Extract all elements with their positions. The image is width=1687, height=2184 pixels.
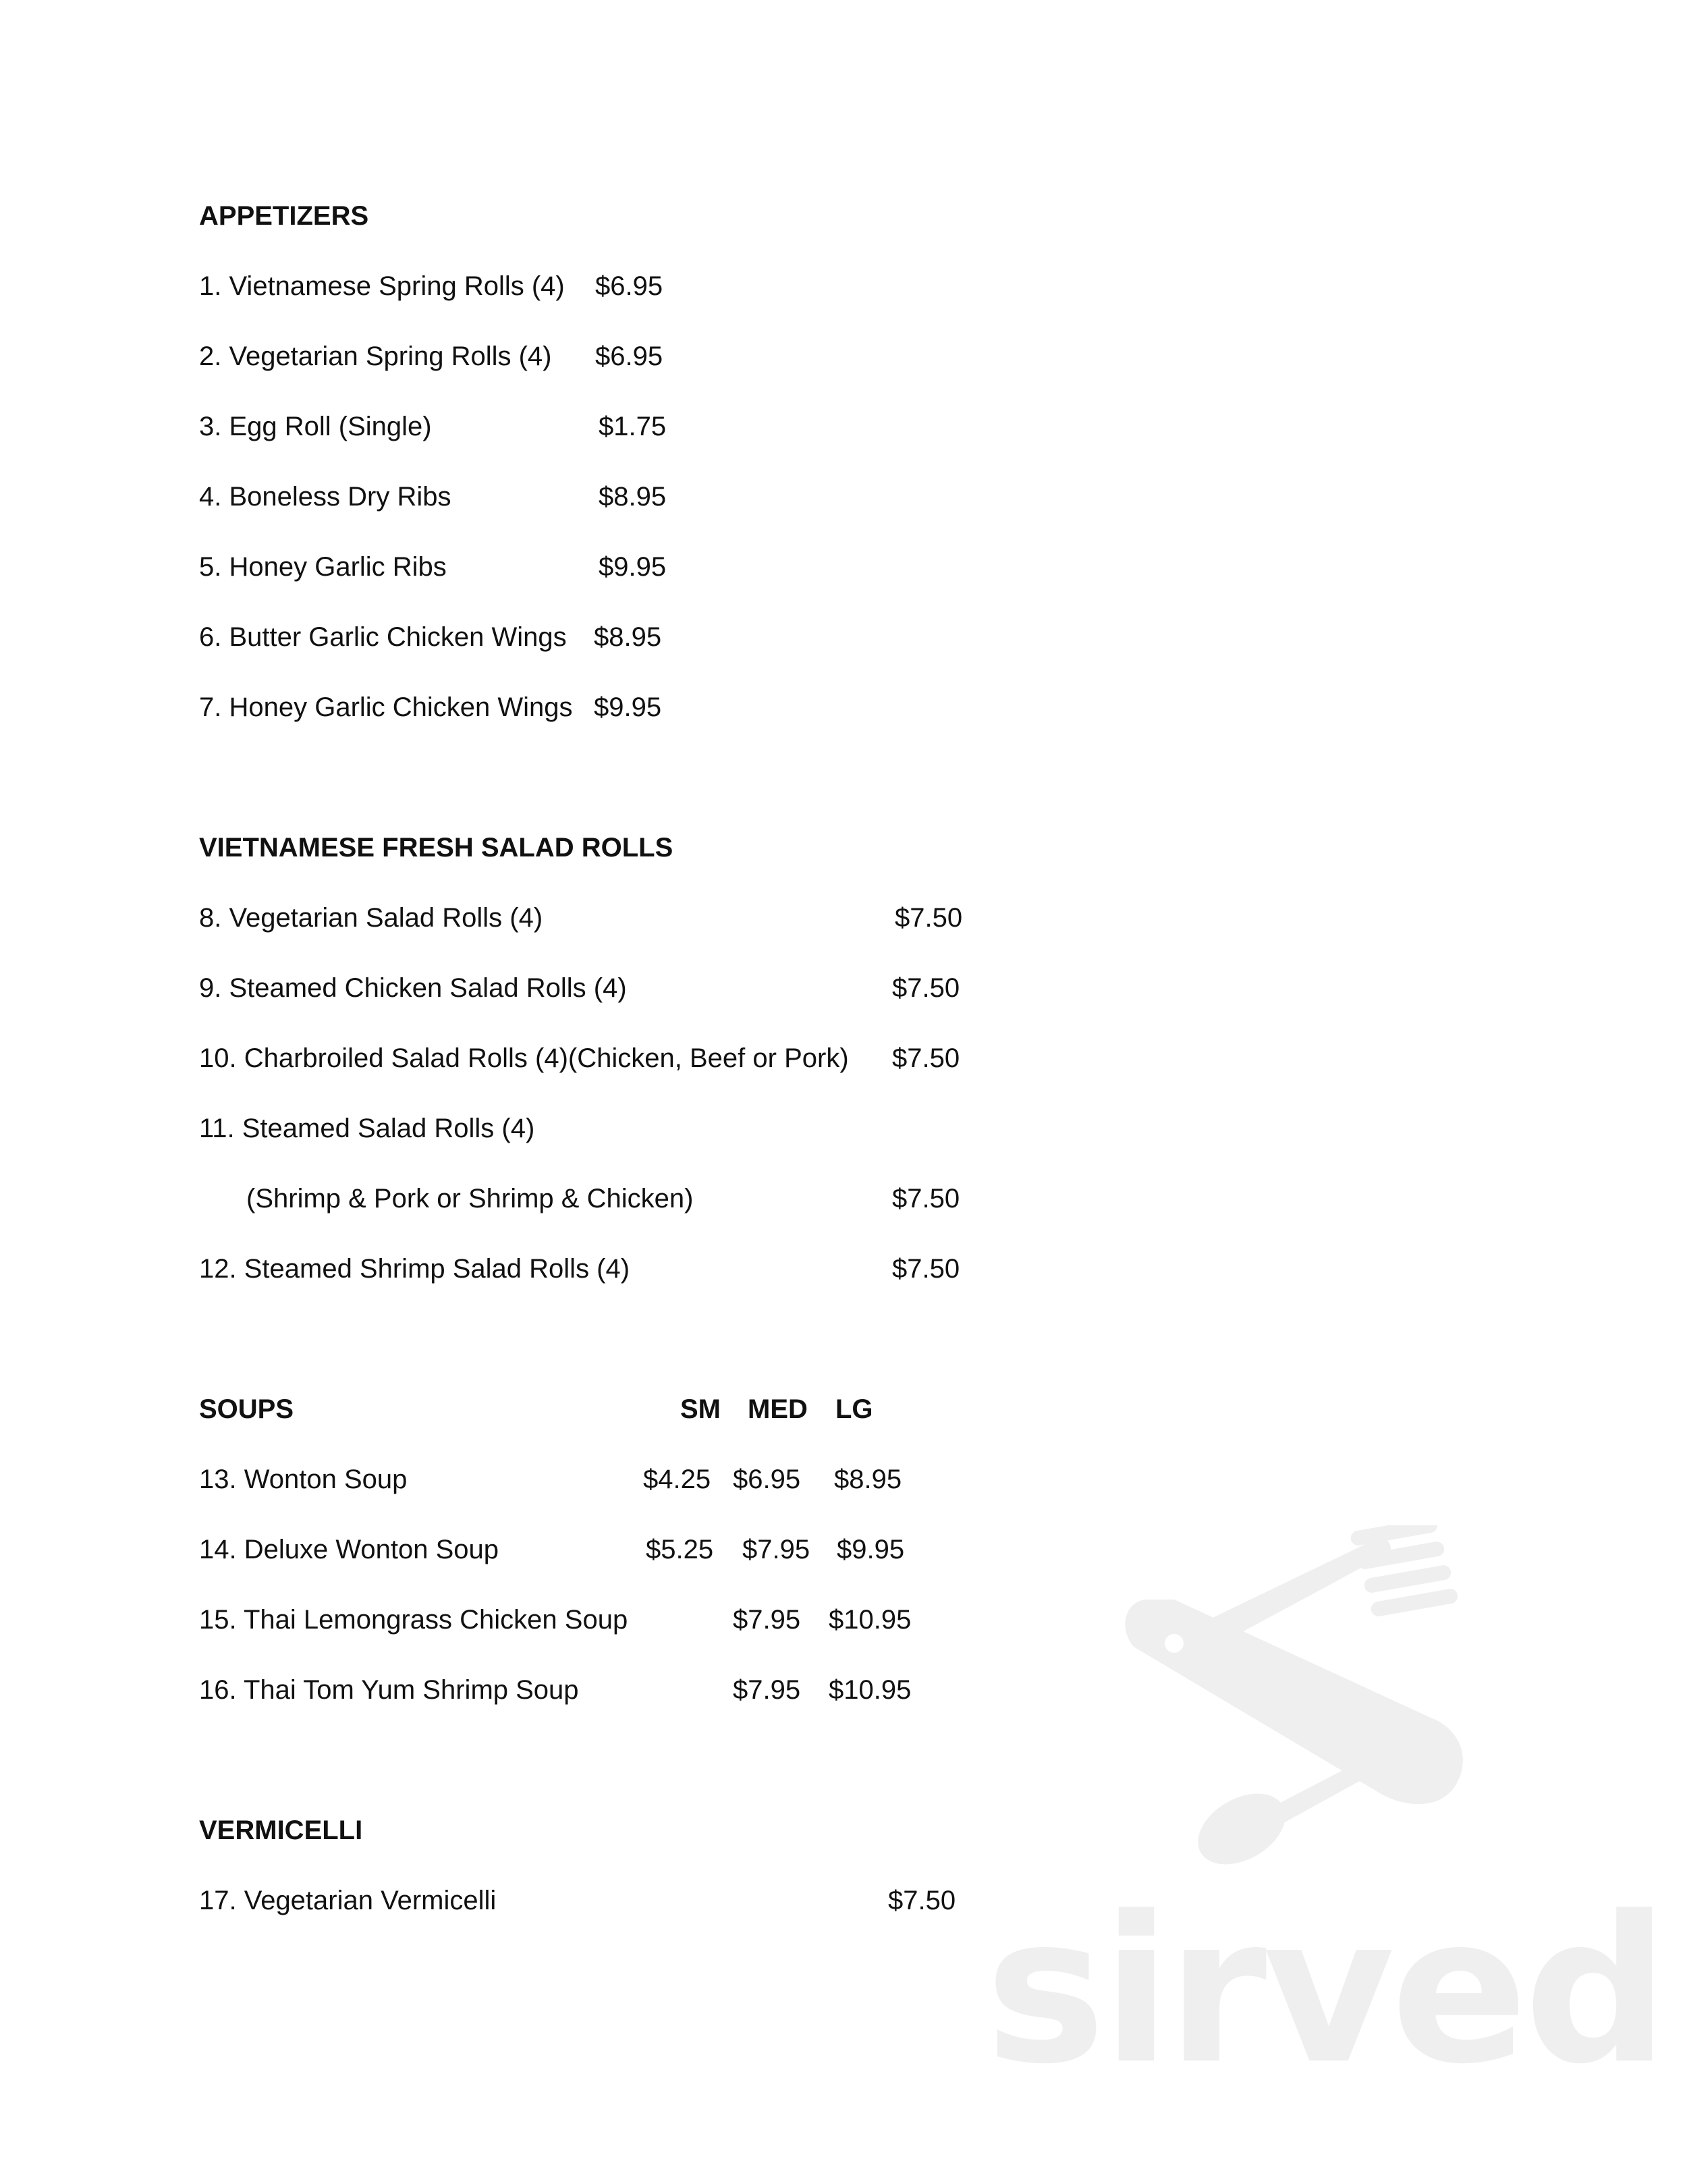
size-header-med: MED [748,1394,808,1424]
menu-item-price: $8.95 [599,482,667,512]
menu-item-price-lg: $8.95 [834,1465,902,1494]
menu-item-price: $6.95 [595,342,663,371]
vermicelli-heading: VERMICELLI [199,1816,363,1845]
menu-item-price-lg: $10.95 [829,1675,912,1705]
menu-item-name: 8. Vegetarian Salad Rolls (4) [199,903,543,933]
menu-item-name: 1. Vietnamese Spring Rolls (4) [199,271,565,301]
menu-item-price-lg: $10.95 [829,1605,912,1635]
menu-item-price: $7.50 [892,1184,960,1213]
menu-item-price-med: $7.95 [733,1605,801,1635]
menu-item-name: 15. Thai Lemongrass Chicken Soup [199,1605,628,1635]
menu-item-name: 10. Charbroiled Salad Rolls (4)(Chicken, Beef or Pork) [199,1043,849,1073]
menu-item-name: 9. Steamed Chicken Salad Rolls (4) [199,973,627,1003]
size-header-lg: LG [835,1394,873,1424]
sirved-watermark: sirved [985,1873,1665,2108]
menu-item-name: 17. Vegetarian Vermicelli [199,1886,497,1915]
menu-item-price: $6.95 [595,271,663,301]
menu-item-price: $7.50 [892,1254,960,1284]
menu-item-detail: (Shrimp & Pork or Shrimp & Chicken) [246,1184,694,1213]
menu-item-name: 3. Egg Roll (Single) [199,412,432,441]
menu-item-price: $7.50 [892,1043,960,1073]
menu-item-name: 5. Honey Garlic Ribs [199,552,447,582]
menu-item-name: 16. Thai Tom Yum Shrimp Soup [199,1675,579,1705]
salad-rolls-heading: VIETNAMESE FRESH SALAD ROLLS [199,833,673,863]
menu-item-price: $9.95 [594,692,662,722]
menu-item-name: 7. Honey Garlic Chicken Wings [199,692,573,722]
menu-item-price-med: $6.95 [733,1465,801,1494]
menu-item-price: $1.75 [599,412,667,441]
menu-item-price-lg: $9.95 [837,1535,905,1564]
menu-item-price: $7.50 [888,1886,956,1915]
menu-item-price: $7.50 [892,973,960,1003]
menu-item-name: 4. Boneless Dry Ribs [199,482,451,512]
menu-item-name: 11. Steamed Salad Rolls (4) [199,1114,535,1143]
size-header-sm: SM [680,1394,721,1424]
menu-item-price-med: $7.95 [742,1535,810,1564]
menu-item-name: 13. Wonton Soup [199,1465,408,1494]
menu-item-price: $7.50 [895,903,963,933]
menu-item-price-med: $7.95 [733,1675,801,1705]
menu-item-price-sm: $4.25 [643,1465,711,1494]
menu-item-name: 12. Steamed Shrimp Salad Rolls (4) [199,1254,630,1284]
menu-item-name: 6. Butter Garlic Chicken Wings [199,622,567,652]
soups-heading: SOUPS [199,1394,294,1424]
menu-item-price: $9.95 [599,552,667,582]
menu-item-name: 2. Vegetarian Spring Rolls (4) [199,342,552,371]
menu-item-price: $8.95 [594,622,662,652]
appetizers-heading: APPETIZERS [199,201,369,231]
menu-item-name: 14. Deluxe Wonton Soup [199,1535,499,1564]
menu-item-price-sm: $5.25 [646,1535,714,1564]
